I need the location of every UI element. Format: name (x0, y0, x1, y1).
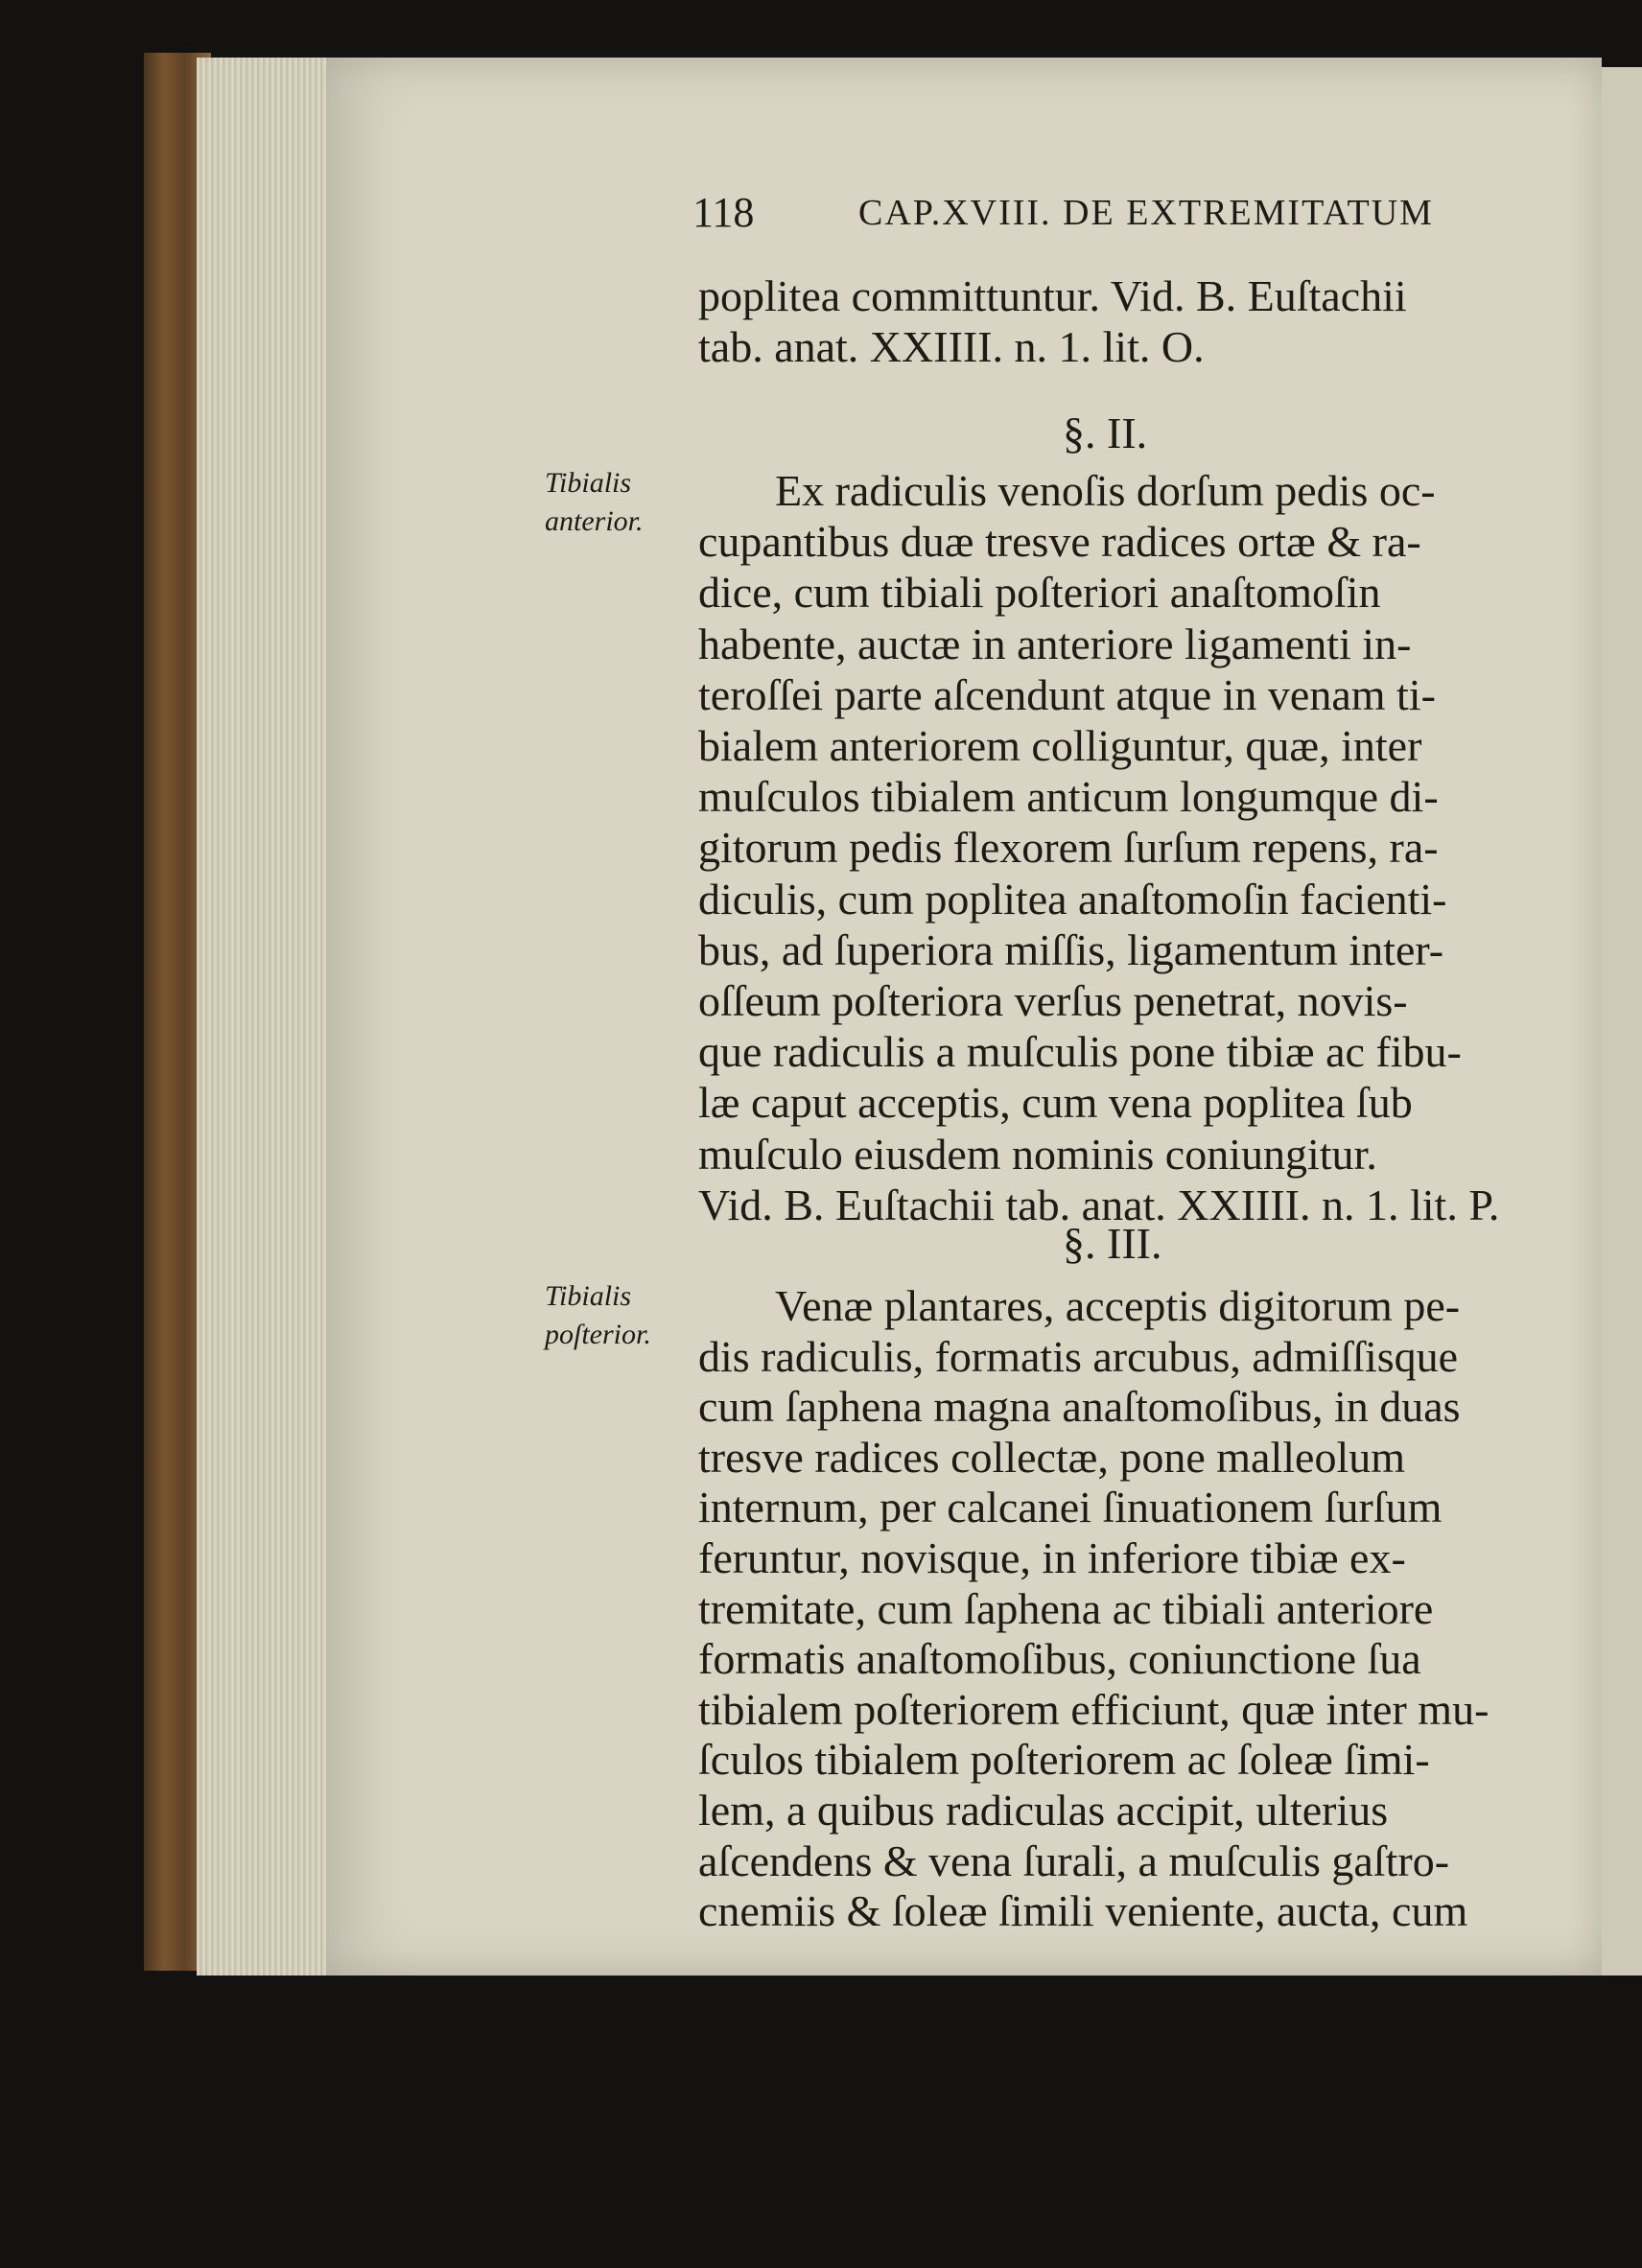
margin-note-tibialis-anterior-1: Tibialis (545, 467, 632, 499)
text-line: habente, auctæ in anteriore ligamenti in- (698, 619, 1412, 668)
text-line: poplitea committuntur. Vid. B. Euſtachii (698, 271, 1407, 320)
text-line: cum ſaphena magna anaſtomoſibus, in duas (698, 1382, 1461, 1432)
text-line: dis radiculis, formatis arcubus, admiſſisque (698, 1331, 1459, 1381)
text-line: feruntur, novisque, in inferiore tibiæ ex- (698, 1533, 1406, 1582)
text-line: bialem anteriorem colliguntur, quæ, inter (698, 721, 1422, 770)
text-line: que radiculis a muſculis pone tibiæ ac fibu- (698, 1027, 1462, 1077)
text-line: lem, a quibus radiculas accipit, ulterius (698, 1786, 1389, 1835)
text-line: internum, per calcanei ſinuationem ſurſum (698, 1483, 1443, 1532)
text-line: oſſeum poſteriora verſus penetrat, novis- (698, 976, 1408, 1025)
text-line: tab. anat. XXIIII. n. 1. lit. O. (698, 322, 1205, 371)
page-number: 118 (692, 189, 755, 236)
text-line: muſculo eiusdem nominis coniungitur. (698, 1129, 1377, 1179)
text-line: formatis anaſtomoſibus, coniunctione ſua (698, 1634, 1421, 1684)
text-line: Ex radiculis venoſis dorſum pedis oc- (775, 466, 1436, 515)
section-heading-3: §. III. (1063, 1219, 1162, 1268)
text-line: aſcendens & vena ſurali, a muſculis gaſtro- (698, 1835, 1450, 1885)
text-line: diculis, cum poplitea anaſtomoſin facienti- (698, 874, 1447, 924)
margin-note-tibialis-posterior-2: poſterior. (545, 1319, 651, 1350)
text-line: gitorum pedis flexorem ſurſum repens, ra- (698, 823, 1439, 873)
text-line: læ caput acceptis, cum vena poplitea ſub (698, 1078, 1413, 1128)
text-line: dice, cum tibiali poſteriori anaſtomoſin (698, 568, 1381, 618)
text-line: teroſſei parte aſcendunt atque in venam ti- (698, 669, 1436, 719)
text-line: cupantibus duæ tresve radices ortæ & ra- (698, 517, 1421, 567)
text-line: cnemiis & ſoleæ ſimili veniente, aucta, cum (698, 1886, 1468, 1936)
facing-page-edge (1602, 67, 1642, 1976)
section-heading-2: §. II. (1063, 409, 1148, 457)
margin-note-tibialis-posterior-1: Tibialis (545, 1280, 632, 1312)
text-line: Vid. B. Euſtachii tab. anat. XXIIII. n. 1. lit. P. (698, 1180, 1500, 1229)
text-line: Venæ plantares, acceptis digitorum pe- (775, 1281, 1461, 1330)
text-line: muſculos tibialem anticum longumque di- (698, 772, 1439, 822)
running-head: CAP.XVIII. DE EXTREMITATUM (858, 193, 1434, 233)
text-line: tremitate, cum ſaphena ac tibiali anteriore (698, 1583, 1434, 1633)
text-line: bus, ad ſuperiora miſſis, ligamentum inter- (698, 924, 1444, 974)
text-line: tibialem poſteriorem efficiunt, quæ inter mu- (698, 1684, 1490, 1734)
text-line: tresve radices collectæ, pone malleolum (698, 1432, 1406, 1482)
margin-note-tibialis-anterior-2: anterior. (545, 505, 644, 537)
text-line: ſculos tibialem poſteriorem ac ſoleæ ſimi- (698, 1735, 1430, 1785)
